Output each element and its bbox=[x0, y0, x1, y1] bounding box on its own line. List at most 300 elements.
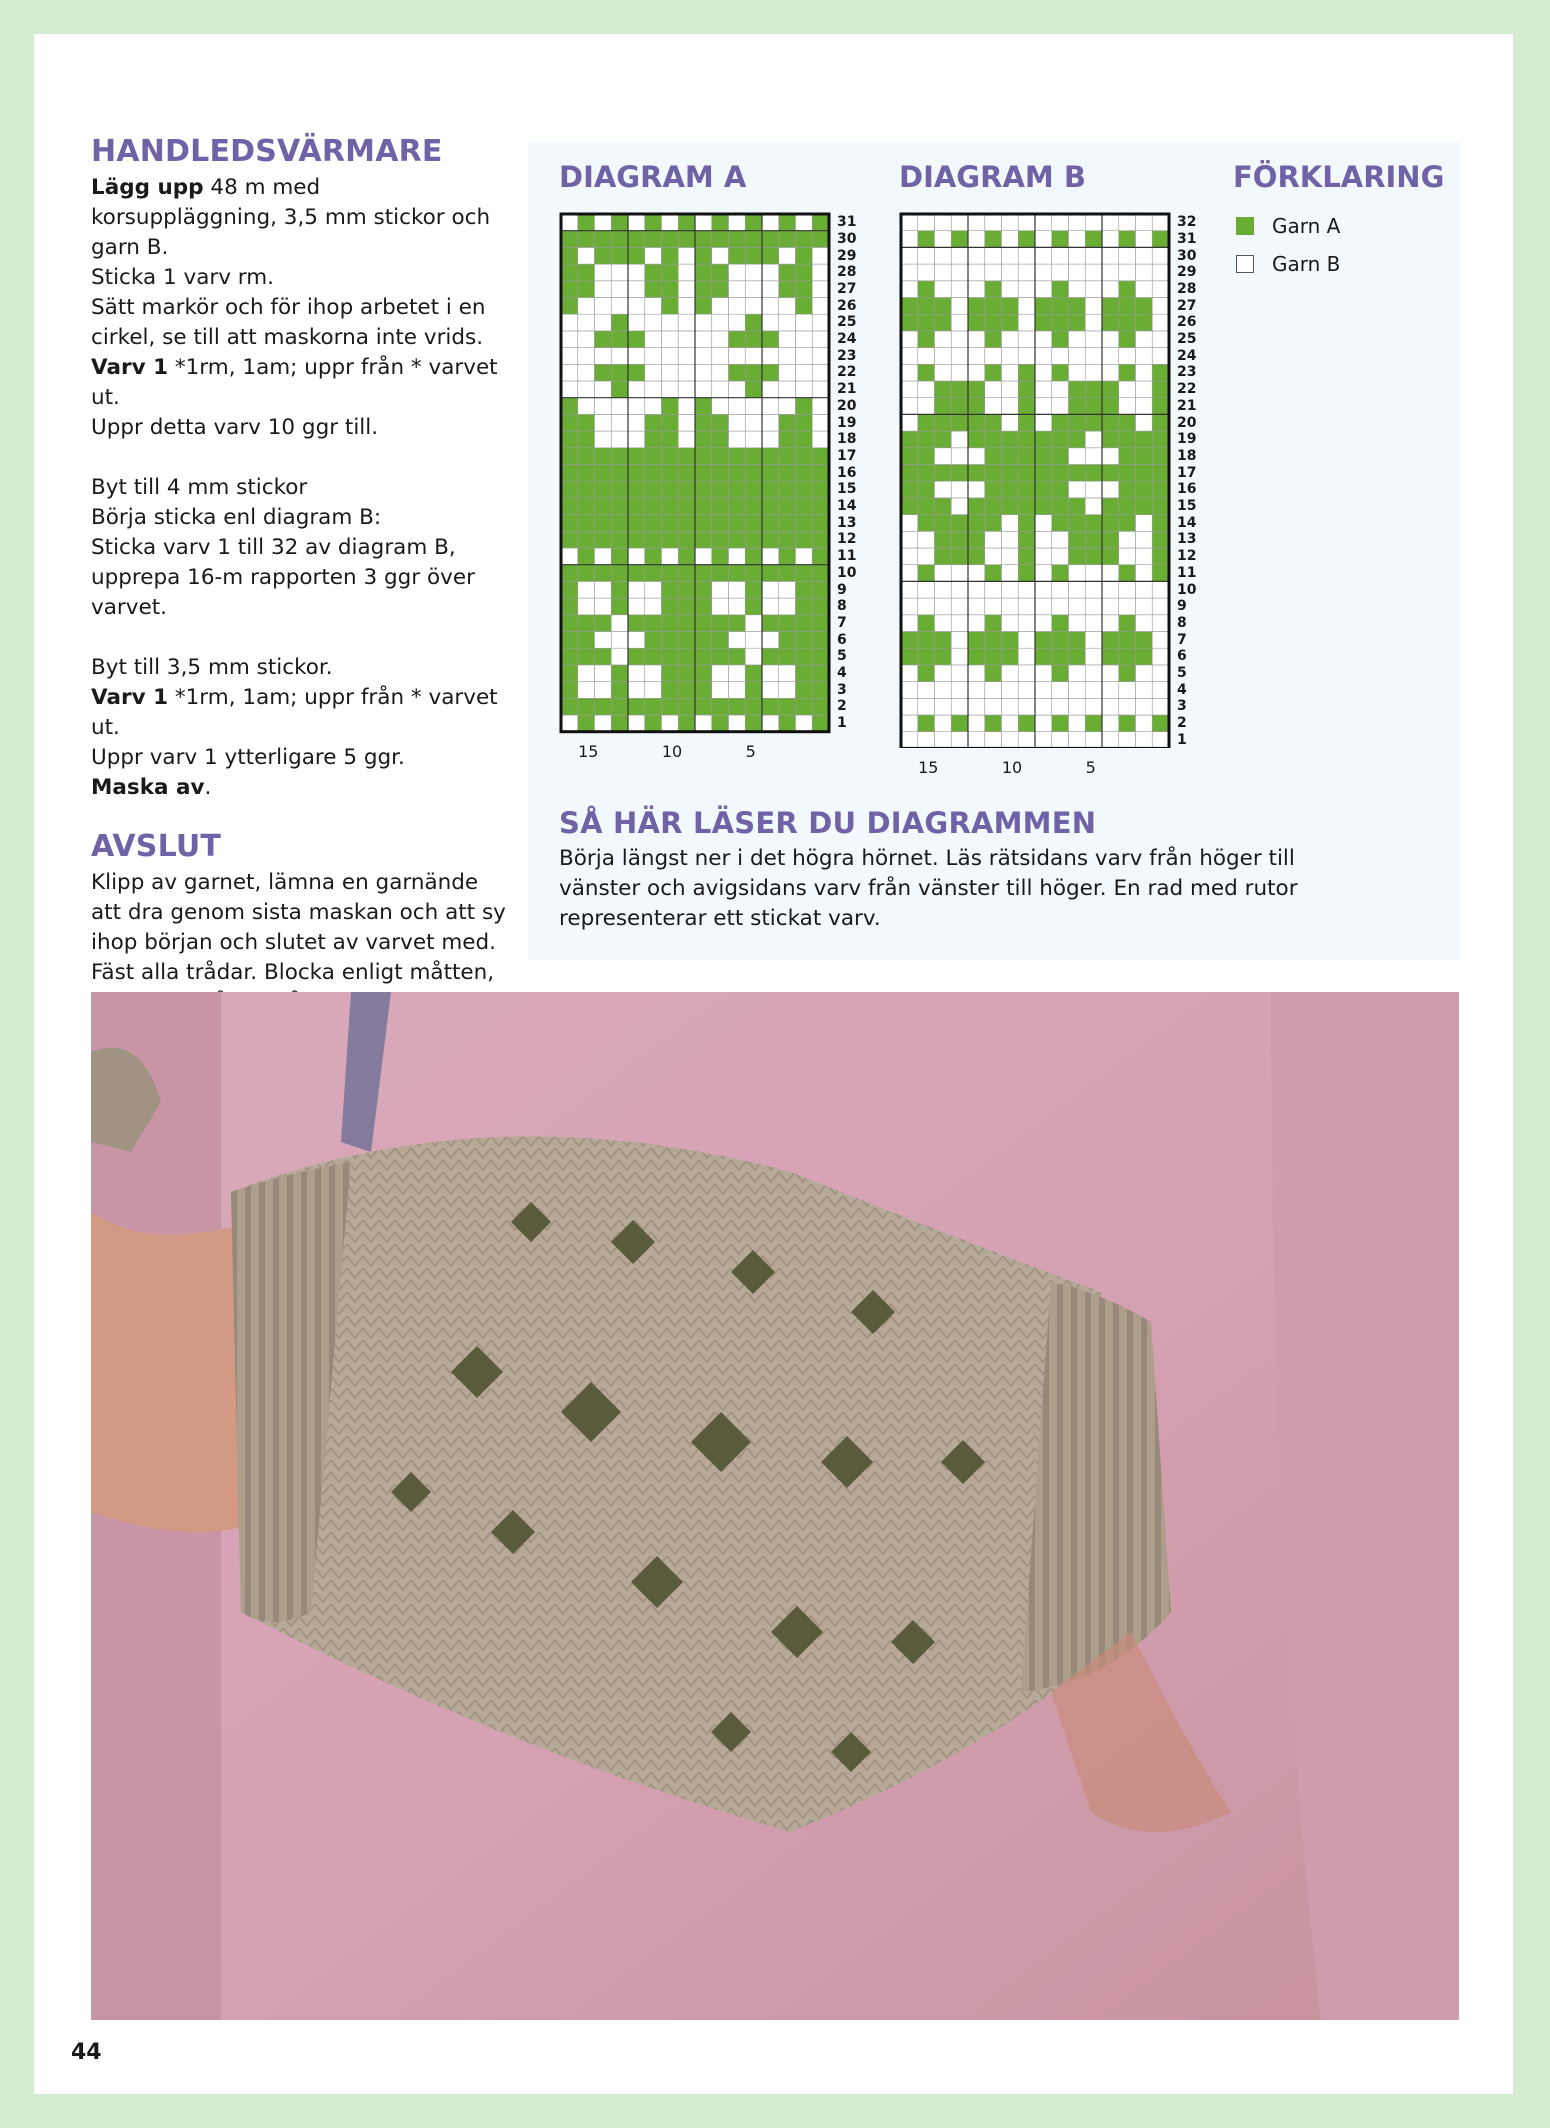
instruction-line bbox=[91, 773, 511, 803]
chart-cell bbox=[901, 314, 918, 331]
chart-cell bbox=[561, 448, 578, 465]
chart-cell bbox=[662, 498, 679, 515]
instruction-text: Sticka varv 1 till 32 av diagram B, upprepa 16-m rapporten 3 ggr över varvet. bbox=[91, 535, 475, 620]
chart-cell bbox=[762, 698, 779, 715]
chart-cell bbox=[968, 515, 985, 532]
chart-cell bbox=[628, 281, 645, 298]
chart-cell bbox=[1035, 632, 1052, 649]
chart-cell bbox=[1035, 615, 1052, 632]
chart-cell bbox=[678, 364, 695, 381]
chart-cell bbox=[1152, 715, 1169, 732]
chart-cell bbox=[595, 331, 612, 348]
chart-cell bbox=[918, 264, 935, 281]
chart-cell bbox=[1152, 331, 1169, 348]
chart-cell bbox=[1102, 515, 1119, 532]
row-number: 29 bbox=[1177, 264, 1197, 281]
row-number: 5 bbox=[1177, 665, 1187, 681]
chart-cell bbox=[1069, 348, 1086, 365]
chart-cell bbox=[678, 615, 695, 632]
chart-cell bbox=[595, 598, 612, 615]
chart-cell bbox=[662, 531, 679, 548]
chart-cell bbox=[1136, 715, 1153, 732]
chart-cell bbox=[762, 414, 779, 431]
chart-cell bbox=[1035, 298, 1052, 315]
chart-cell bbox=[985, 531, 1002, 548]
chart-cell bbox=[1152, 615, 1169, 632]
row-number: 15 bbox=[837, 481, 857, 498]
chart-cell bbox=[1152, 281, 1169, 298]
chart-cell bbox=[779, 515, 796, 532]
chart-cell bbox=[985, 565, 1002, 582]
instruction-keyword: Lägg upp bbox=[91, 175, 204, 200]
chart-cell bbox=[812, 448, 829, 465]
chart-cell bbox=[985, 331, 1002, 348]
chart-cell bbox=[779, 465, 796, 482]
chart-cell bbox=[645, 715, 662, 732]
chart-cell bbox=[951, 581, 968, 598]
chart-cell bbox=[951, 632, 968, 649]
chart-cell bbox=[628, 264, 645, 281]
chart-cell bbox=[1085, 548, 1102, 565]
chart-cell bbox=[561, 231, 578, 248]
chart-cell bbox=[796, 515, 813, 532]
chart-cell bbox=[561, 214, 578, 231]
chart-cell bbox=[1052, 231, 1069, 248]
chart-cell bbox=[1119, 682, 1136, 699]
chart-cell bbox=[935, 732, 952, 748]
chart-cell bbox=[645, 481, 662, 498]
instruction-line bbox=[91, 413, 511, 443]
chart-cell bbox=[645, 565, 662, 582]
chart-cell bbox=[578, 281, 595, 298]
chart-cell bbox=[901, 565, 918, 582]
chart-cell bbox=[935, 381, 952, 398]
chart-cell bbox=[968, 565, 985, 582]
chart-cell bbox=[611, 481, 628, 498]
chart-cell bbox=[1018, 364, 1035, 381]
chart-cell bbox=[1002, 431, 1019, 448]
chart-cell bbox=[1102, 314, 1119, 331]
chart-cell bbox=[628, 431, 645, 448]
chart-cell bbox=[1136, 431, 1153, 448]
chart-cell bbox=[968, 381, 985, 398]
chart-cell bbox=[1002, 298, 1019, 315]
chart-cell bbox=[695, 247, 712, 264]
chart-cell bbox=[968, 314, 985, 331]
row-number: 2 bbox=[837, 698, 847, 715]
chart-cell bbox=[901, 481, 918, 498]
chart-cell bbox=[779, 648, 796, 665]
chart-cell bbox=[695, 515, 712, 532]
chart-cell bbox=[611, 648, 628, 665]
chart-cell bbox=[611, 264, 628, 281]
chart-cell bbox=[561, 632, 578, 649]
chart-cell bbox=[901, 665, 918, 682]
chart-cell bbox=[1119, 231, 1136, 248]
chart-cell bbox=[1119, 465, 1136, 482]
chart-cell bbox=[1152, 231, 1169, 248]
chart-cell bbox=[1152, 414, 1169, 431]
chart-cell bbox=[1102, 565, 1119, 582]
chart-cell bbox=[1119, 548, 1136, 565]
chart-cell bbox=[611, 281, 628, 298]
chart-cell bbox=[796, 364, 813, 381]
chart-cell bbox=[611, 598, 628, 615]
chart-cell bbox=[1136, 648, 1153, 665]
chart-cell bbox=[951, 715, 968, 732]
chart-cell bbox=[1035, 565, 1052, 582]
chart-cell bbox=[1102, 298, 1119, 315]
chart-cell bbox=[662, 364, 679, 381]
chart-cell bbox=[796, 281, 813, 298]
chart-cell bbox=[662, 348, 679, 365]
chart-cell bbox=[712, 615, 729, 632]
chart-cell bbox=[812, 281, 829, 298]
chart-cell bbox=[1002, 231, 1019, 248]
chart-cell bbox=[695, 648, 712, 665]
chart-cell bbox=[968, 431, 985, 448]
chart-cell bbox=[595, 465, 612, 482]
chart-cell bbox=[951, 348, 968, 365]
instruction-text: Byt till 3,5 mm stickor. bbox=[91, 655, 333, 680]
chart-cell bbox=[935, 565, 952, 582]
chart-cell bbox=[1136, 298, 1153, 315]
chart-cell bbox=[762, 465, 779, 482]
chart-cell bbox=[561, 665, 578, 682]
chart-cell bbox=[812, 715, 829, 732]
chart-cell bbox=[729, 531, 746, 548]
chart-cell bbox=[779, 531, 796, 548]
row-number: 27 bbox=[1177, 297, 1197, 314]
chart-cell bbox=[779, 247, 796, 264]
chart-cell bbox=[611, 448, 628, 465]
chart-cell bbox=[1035, 381, 1052, 398]
chart-cell bbox=[935, 498, 952, 515]
chart-cell bbox=[1035, 531, 1052, 548]
chart-cell bbox=[1002, 481, 1019, 498]
chart-cell bbox=[796, 632, 813, 649]
chart-cell bbox=[1152, 665, 1169, 682]
chart-cell bbox=[796, 314, 813, 331]
chart-cell bbox=[985, 431, 1002, 448]
row-number: 28 bbox=[837, 264, 857, 281]
chart-cell bbox=[729, 498, 746, 515]
chart-cell bbox=[796, 414, 813, 431]
chart-cell bbox=[645, 448, 662, 465]
chart-cell bbox=[1018, 214, 1035, 231]
chart-cell bbox=[968, 531, 985, 548]
chart-cell bbox=[1102, 247, 1119, 264]
chart-cell bbox=[1052, 331, 1069, 348]
chart-cell bbox=[1152, 465, 1169, 482]
row-number: 30 bbox=[1177, 247, 1197, 264]
chart-cell bbox=[712, 414, 729, 431]
chart-cell bbox=[1035, 331, 1052, 348]
chart-cell bbox=[985, 231, 1002, 248]
row-number: 1 bbox=[837, 715, 847, 732]
row-number: 11 bbox=[1177, 564, 1197, 581]
chart-cell bbox=[762, 431, 779, 448]
chart-cell bbox=[712, 498, 729, 515]
chart-cell bbox=[985, 698, 1002, 715]
chart-cell bbox=[745, 298, 762, 315]
chart-cell bbox=[796, 381, 813, 398]
chart-cell bbox=[561, 698, 578, 715]
chart-cell bbox=[812, 515, 829, 532]
chart-cell bbox=[968, 682, 985, 699]
chart-cell bbox=[1035, 715, 1052, 732]
chart-cell bbox=[951, 698, 968, 715]
chart-cell bbox=[779, 348, 796, 365]
chart-cell bbox=[935, 531, 952, 548]
chart-cell bbox=[1136, 581, 1153, 598]
chart-cell bbox=[1152, 632, 1169, 649]
chart-cell bbox=[1052, 431, 1069, 448]
chart-cell bbox=[745, 231, 762, 248]
chart-cell bbox=[678, 581, 695, 598]
chart-cell bbox=[611, 698, 628, 715]
chart-cell bbox=[1085, 698, 1102, 715]
row-number: 17 bbox=[1177, 464, 1197, 481]
chart-cell bbox=[1136, 465, 1153, 482]
chart-cell bbox=[762, 314, 779, 331]
chart-cell bbox=[951, 481, 968, 498]
chart-cell bbox=[985, 682, 1002, 699]
chart-cell bbox=[762, 298, 779, 315]
chart-cell bbox=[628, 481, 645, 498]
chart-cell bbox=[561, 465, 578, 482]
chart-cell bbox=[796, 682, 813, 699]
chart-cell bbox=[1152, 498, 1169, 515]
chart-cell bbox=[1102, 264, 1119, 281]
chart-cell bbox=[561, 548, 578, 565]
chart-cell bbox=[762, 264, 779, 281]
row-number: 12 bbox=[837, 531, 857, 548]
chart-cell bbox=[1069, 498, 1086, 515]
chart-cell bbox=[1002, 448, 1019, 465]
chart-cell bbox=[1085, 381, 1102, 398]
chart-cell bbox=[595, 231, 612, 248]
chart-cell bbox=[578, 682, 595, 699]
chart-cell bbox=[561, 281, 578, 298]
chart-cell bbox=[645, 364, 662, 381]
chart-cell bbox=[1002, 682, 1019, 699]
chart-cell bbox=[1085, 598, 1102, 615]
chart-cell bbox=[935, 398, 952, 415]
chart-cell bbox=[812, 398, 829, 415]
chart-cell bbox=[1069, 665, 1086, 682]
chart-cell bbox=[1085, 715, 1102, 732]
chart-cell bbox=[578, 231, 595, 248]
instruction-keyword: Maska av bbox=[91, 775, 205, 800]
chart-cell bbox=[951, 465, 968, 482]
chart-cell bbox=[662, 264, 679, 281]
chart-cell bbox=[628, 214, 645, 231]
chart-cell bbox=[1069, 548, 1086, 565]
chart-cell bbox=[1002, 498, 1019, 515]
chart-cell bbox=[662, 247, 679, 264]
chart-cell bbox=[812, 615, 829, 632]
chart-cell bbox=[762, 615, 779, 632]
chart-cell bbox=[662, 715, 679, 732]
chart-cell bbox=[812, 632, 829, 649]
chart-cell bbox=[985, 581, 1002, 598]
chart-cell bbox=[1052, 348, 1069, 365]
chart-cell bbox=[611, 247, 628, 264]
chart-cell bbox=[1052, 247, 1069, 264]
chart-cell bbox=[1102, 598, 1119, 615]
chart-cell bbox=[935, 648, 952, 665]
chart-cell bbox=[1018, 615, 1035, 632]
chart-cell bbox=[1002, 331, 1019, 348]
chart-cell bbox=[611, 531, 628, 548]
chart-cell bbox=[812, 682, 829, 699]
chart-cell bbox=[662, 548, 679, 565]
chart-cell bbox=[712, 281, 729, 298]
chart-cell bbox=[645, 581, 662, 598]
chart-cell bbox=[1002, 247, 1019, 264]
chart-cell bbox=[1136, 665, 1153, 682]
chart-cell bbox=[968, 615, 985, 632]
chart-cell bbox=[918, 732, 935, 748]
chart-cell bbox=[951, 398, 968, 415]
legend-item-garn-a bbox=[1236, 214, 1340, 238]
section-title: HANDLEDSVÄRMARE bbox=[91, 134, 443, 169]
chart-cell bbox=[729, 381, 746, 398]
instruction-text: Sätt markör och för ihop arbetet i en cirkel, se till att maskorna inte vrids. bbox=[91, 295, 486, 350]
chart-cell bbox=[745, 481, 762, 498]
chart-cell bbox=[611, 465, 628, 482]
chart-cell bbox=[628, 581, 645, 598]
chart-cell bbox=[729, 648, 746, 665]
chart-cell bbox=[1152, 214, 1169, 231]
chart-cell bbox=[611, 414, 628, 431]
chart-cell bbox=[951, 448, 968, 465]
chart-cell bbox=[628, 665, 645, 682]
instruction-text: *1rm, 1am; uppr från * varvet ut. bbox=[91, 355, 498, 410]
chart-cell bbox=[985, 381, 1002, 398]
legend-label: Garn A bbox=[1272, 214, 1341, 238]
chart-cell bbox=[1085, 732, 1102, 748]
chart-cell bbox=[745, 247, 762, 264]
chart-cell bbox=[662, 414, 679, 431]
pattern-instructions bbox=[91, 134, 511, 1048]
chart-cell bbox=[695, 598, 712, 615]
chart-cell bbox=[812, 465, 829, 482]
row-number: 21 bbox=[837, 381, 857, 398]
chart-cell bbox=[611, 364, 628, 381]
chart-cell bbox=[695, 431, 712, 448]
chart-cell bbox=[918, 431, 935, 448]
chart-cell bbox=[1035, 498, 1052, 515]
chart-cell bbox=[595, 632, 612, 649]
chart-cell bbox=[595, 381, 612, 398]
intro-steps bbox=[91, 173, 511, 443]
row-number: 22 bbox=[1177, 381, 1197, 398]
chart-cell bbox=[1018, 648, 1035, 665]
chart-cell bbox=[968, 732, 985, 748]
legend-label: Garn B bbox=[1272, 252, 1341, 276]
chart-cell bbox=[796, 331, 813, 348]
chart-cell bbox=[951, 732, 968, 748]
chart-cell bbox=[1052, 398, 1069, 415]
row-number: 10 bbox=[1177, 581, 1197, 598]
chart-cell bbox=[1069, 331, 1086, 348]
chart-cell bbox=[628, 648, 645, 665]
chart-cell bbox=[662, 615, 679, 632]
chart-cell bbox=[628, 298, 645, 315]
chart-cell bbox=[812, 381, 829, 398]
chart-cell bbox=[1002, 364, 1019, 381]
chart-cell bbox=[762, 682, 779, 699]
legend-title: FÖRKLARING bbox=[1233, 160, 1445, 194]
chart-cell bbox=[745, 348, 762, 365]
chart-cell bbox=[812, 314, 829, 331]
chart-cell bbox=[985, 632, 1002, 649]
chart-cell bbox=[779, 615, 796, 632]
chart-cell bbox=[1035, 414, 1052, 431]
chart-cell bbox=[628, 348, 645, 365]
chart-cell bbox=[662, 515, 679, 532]
chart-cell bbox=[561, 648, 578, 665]
row-number: 18 bbox=[837, 431, 857, 448]
row-number: 26 bbox=[837, 297, 857, 314]
chart-cell bbox=[1085, 481, 1102, 498]
chart-cell bbox=[745, 314, 762, 331]
row-number: 6 bbox=[837, 631, 847, 648]
chart-cell bbox=[779, 498, 796, 515]
chart-cell bbox=[662, 598, 679, 615]
chart-cell bbox=[1069, 314, 1086, 331]
chart-cell bbox=[678, 548, 695, 565]
chart-cell bbox=[645, 632, 662, 649]
row-number: 8 bbox=[837, 598, 847, 615]
page-number: 44 bbox=[71, 2040, 102, 2065]
chart-cell bbox=[1119, 615, 1136, 632]
chart-cell bbox=[1152, 448, 1169, 465]
chart-cell bbox=[578, 498, 595, 515]
chart-cell bbox=[1136, 531, 1153, 548]
chart-cell bbox=[968, 481, 985, 498]
chart-cell bbox=[901, 448, 918, 465]
chart-cell bbox=[1085, 648, 1102, 665]
chart-cell bbox=[935, 264, 952, 281]
chart-cell bbox=[1085, 414, 1102, 431]
chart-cell bbox=[1069, 698, 1086, 715]
chart-cell bbox=[1119, 565, 1136, 582]
chart-cell bbox=[595, 247, 612, 264]
chart-cell bbox=[935, 364, 952, 381]
chart-cell bbox=[1018, 515, 1035, 532]
chart-cell bbox=[745, 448, 762, 465]
chart-cell bbox=[678, 481, 695, 498]
chart-cell bbox=[1152, 398, 1169, 415]
chart-cell bbox=[812, 698, 829, 715]
chart-cell bbox=[1085, 398, 1102, 415]
chart-cell bbox=[762, 565, 779, 582]
chart-cell bbox=[595, 531, 612, 548]
chart-cell bbox=[1119, 698, 1136, 715]
chart-cell bbox=[595, 715, 612, 732]
chart-cell bbox=[1018, 498, 1035, 515]
chart-cell bbox=[1085, 348, 1102, 365]
chart-cell bbox=[628, 598, 645, 615]
row-number: 23 bbox=[837, 347, 857, 364]
row-number: 14 bbox=[1177, 514, 1197, 531]
chart-cell bbox=[1018, 732, 1035, 748]
chart-cell bbox=[1152, 682, 1169, 699]
chart-cell bbox=[1069, 448, 1086, 465]
